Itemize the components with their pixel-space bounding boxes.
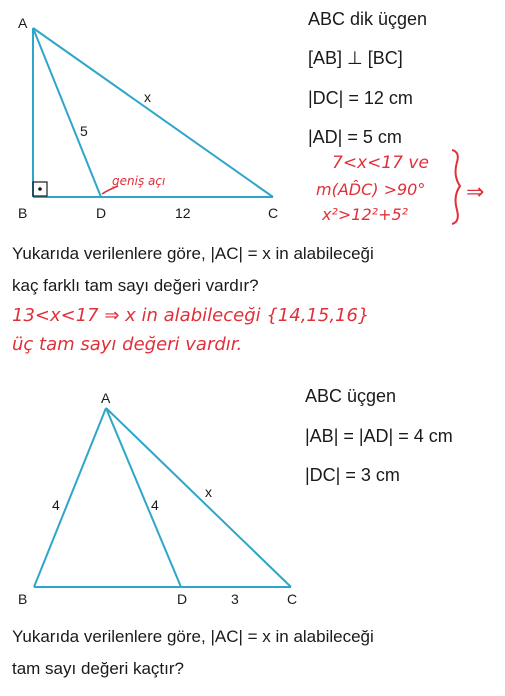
label-dc-2: 3 bbox=[231, 591, 239, 607]
vertex-d-1: D bbox=[96, 205, 107, 221]
annotation-line3: x²>12²+5² bbox=[322, 205, 409, 224]
given-1-line4: |AD| = 5 cm bbox=[308, 127, 402, 147]
label-x-1: x bbox=[144, 89, 151, 105]
vertex-d-2: D bbox=[177, 591, 188, 607]
side-ac-1 bbox=[33, 28, 273, 197]
answer-1-line2: üç tam sayı değeri vardır. bbox=[12, 334, 243, 355]
label-ad-2: 4 bbox=[151, 497, 159, 513]
question-2-line1: Yukarıda verilenlere göre, |AC| = x in alabileceği bbox=[12, 627, 374, 646]
label-ab-2: 4 bbox=[52, 497, 60, 513]
vertex-b-1: B bbox=[18, 205, 28, 221]
side-ac-2 bbox=[106, 408, 291, 587]
given-2-line1: ABC üçgen bbox=[305, 386, 397, 406]
triangle-2 bbox=[34, 408, 291, 587]
obtuse-angle-note: geniş açı bbox=[112, 174, 166, 188]
given-2-line3: |DC| = 3 cm bbox=[305, 465, 400, 485]
vertex-a-2: A bbox=[101, 390, 111, 406]
annotation-line2: m(AD̂C) >90° bbox=[316, 180, 426, 199]
given-1-line3: |DC| = 12 cm bbox=[308, 88, 413, 108]
annotation-arrow: ⇒ bbox=[466, 180, 485, 205]
annotation-line1: 7<x<17 ve bbox=[332, 153, 429, 173]
given-2-line2: |AB| = |AD| = 4 cm bbox=[305, 426, 453, 446]
label-ad-1: 5 bbox=[80, 123, 88, 139]
side-ab-2 bbox=[34, 408, 106, 587]
label-dc-1: 12 bbox=[175, 205, 191, 221]
triangle-1 bbox=[33, 28, 273, 197]
label-x-2: x bbox=[205, 484, 212, 500]
vertex-c-2: C bbox=[287, 591, 298, 607]
question-1-line2: kaç farklı tam sayı değeri vardır? bbox=[12, 276, 259, 295]
segment-ad-1 bbox=[33, 28, 101, 197]
segment-ad-2 bbox=[106, 408, 181, 587]
right-angle-mark bbox=[33, 182, 47, 196]
vertex-a-1: A bbox=[18, 15, 28, 31]
question-1-line1: Yukarıda verilenlere göre, |AC| = x in alabileceği bbox=[12, 244, 374, 263]
given-1-line2: [AB] ⊥ [BC] bbox=[308, 48, 403, 68]
vertex-c-1: C bbox=[268, 205, 279, 221]
brace-annotation bbox=[452, 150, 460, 224]
given-1-line1: ABC dik üçgen bbox=[308, 9, 428, 29]
answer-1-line1: 13<x<17 ⇒ x in alabileceği {14,15,16} bbox=[12, 305, 370, 326]
question-2-line2: tam sayı değeri kaçtır? bbox=[12, 659, 184, 678]
vertex-b-2: B bbox=[18, 591, 28, 607]
